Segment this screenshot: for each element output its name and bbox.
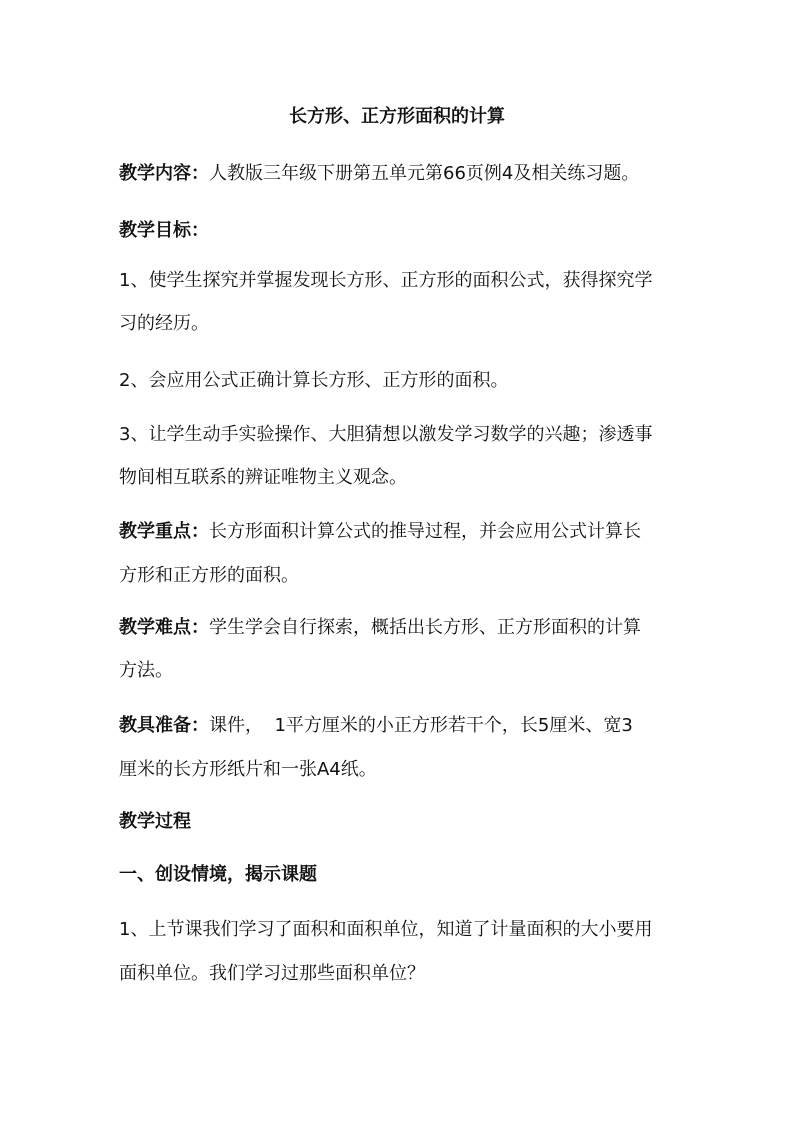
difficulty-text: 学生学会自行探索，概括出长方形、正方形面积的计算 — [209, 617, 641, 638]
materials-text: 课件， 1平方厘米的小正方形若干个，长5厘米、宽3 — [209, 715, 633, 736]
teaching-goals-heading: 教学目标： — [119, 220, 209, 241]
goal-3-line-1: 3、让学生动手实验操作、大胆猜想以激发学习数学的兴趣；渗透事 — [119, 424, 653, 445]
key-point-text: 长方形面积计算公式的推导过程，并会应用公式计算长 — [209, 521, 641, 542]
teaching-content-label: 教学内容： — [119, 163, 209, 184]
materials-label: 教具准备： — [119, 715, 209, 736]
difficulty-label: 教学难点： — [119, 617, 209, 638]
difficulty-line-2: 方法。 — [119, 660, 173, 681]
key-point-line-1 — [119, 519, 689, 545]
goal-3-line-2: 物间相互联系的辨证唯物主义观念。 — [119, 467, 407, 488]
step-1-line-2: 面积单位。我们学习过那些面积单位？ — [119, 963, 425, 984]
document-title: 长方形、正方形面积的计算 — [289, 106, 505, 127]
section-1-heading: 一、创设情境，揭示课题 — [119, 864, 317, 885]
materials-line-1 — [119, 713, 689, 739]
teaching-content-line — [119, 161, 689, 187]
step-1-line-1: 1、上节课我们学习了面积和面积单位，知道了计量面积的大小要用 — [119, 919, 653, 940]
materials-line-2: 厘米的长方形纸片和一张A4纸。 — [119, 759, 377, 780]
teaching-process-heading: 教学过程 — [119, 811, 191, 832]
goal-2: 2、会应用公式正确计算长方形、正方形的面积。 — [119, 370, 509, 391]
key-point-label: 教学重点： — [119, 521, 209, 542]
goal-1-line-1: 1、使学生探究并掌握发现长方形、正方形的面积公式，获得探究学 — [119, 270, 653, 291]
difficulty-line-1 — [119, 615, 689, 641]
key-point-line-2: 方形和正方形的面积。 — [119, 565, 299, 586]
goal-1-line-2: 习的经历。 — [119, 313, 209, 334]
teaching-content-text: 人教版三年级下册第五单元第66页例4及相关练习题。 — [209, 163, 640, 184]
